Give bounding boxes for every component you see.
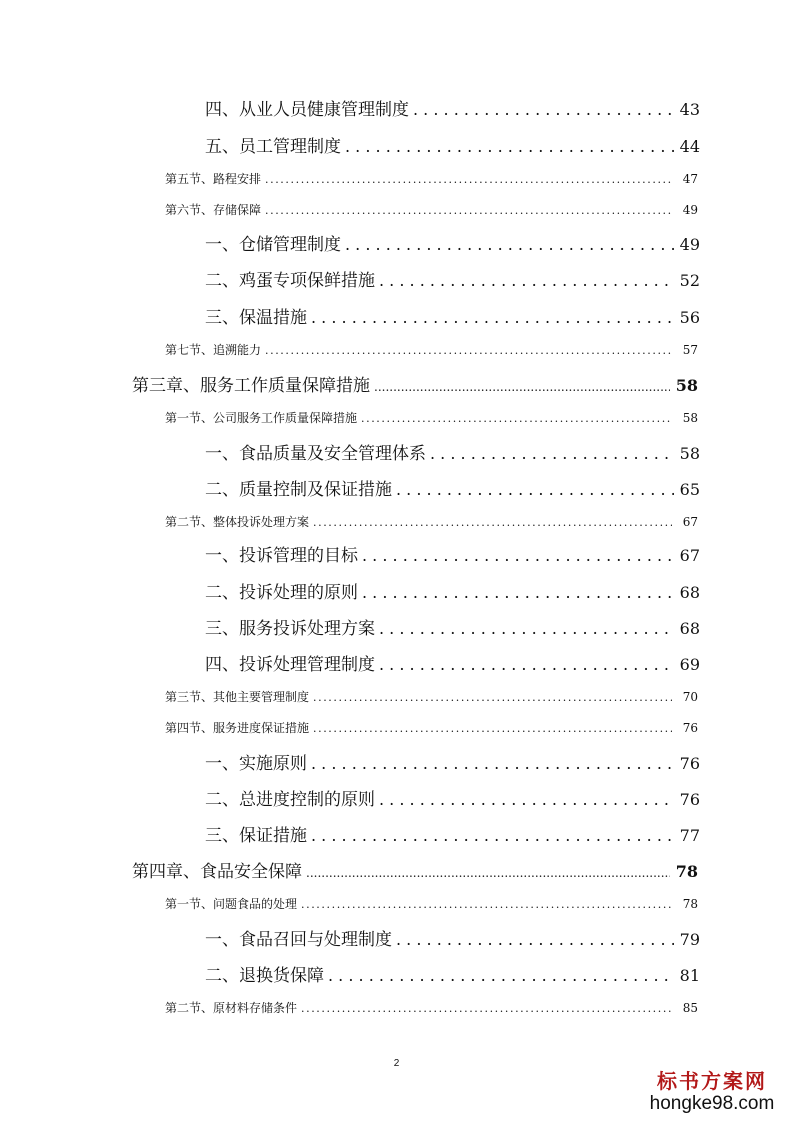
toc-entry-page: 78 — [682, 897, 698, 911]
toc-entry[interactable] — [205, 961, 700, 985]
leader-dots — [379, 271, 674, 290]
toc-entry-title: 三、服务投诉处理方案 — [205, 619, 375, 638]
toc-entry[interactable] — [205, 95, 700, 119]
leader-dots — [265, 204, 672, 217]
toc-entry-title: 一、食品质量及安全管理体系 — [205, 444, 426, 463]
toc-entry[interactable] — [165, 170, 698, 188]
toc-entry-title: 第四章、食品安全保障 — [132, 862, 302, 881]
toc-entry-title: 一、实施原则 — [205, 754, 307, 773]
toc-entry[interactable] — [132, 857, 698, 881]
leader-dots — [313, 516, 672, 529]
toc-entry-title: 第三节、其他主要管理制度 — [165, 690, 310, 704]
toc-entry[interactable] — [165, 895, 698, 913]
toc-entry-page: 58 — [675, 376, 698, 395]
toc-entry[interactable] — [165, 341, 698, 359]
toc-entry[interactable] — [165, 513, 698, 531]
toc-entry-page: 49 — [679, 235, 700, 254]
leader-dots — [313, 691, 672, 704]
toc-entry-page: 78 — [675, 862, 698, 881]
toc-entry-page: 47 — [682, 172, 698, 186]
toc-entry-page: 58 — [679, 444, 700, 463]
toc-entry-title: 四、从业人员健康管理制度 — [205, 100, 409, 119]
toc-entry-title: 第二节、原材料存储条件 — [165, 1001, 298, 1015]
toc-entry-page: 65 — [679, 480, 700, 499]
toc-entry-page: 68 — [679, 619, 700, 638]
toc-entry-title: 二、总进度控制的原则 — [205, 790, 375, 809]
leader-dots — [361, 412, 672, 425]
toc-entry-title: 第三章、服务工作质量保障措施 — [132, 376, 370, 395]
watermark-url: hongke98.com — [649, 1093, 775, 1114]
toc-entry-page: 76 — [682, 721, 698, 735]
toc-entry[interactable] — [205, 132, 700, 156]
toc-entry-title: 五、员工管理制度 — [205, 137, 341, 156]
toc-entry[interactable] — [205, 650, 700, 674]
leader-dots — [396, 930, 674, 949]
toc-entry-page: 76 — [679, 754, 700, 773]
toc-entry[interactable] — [205, 785, 700, 809]
toc-entry-title: 三、保证措施 — [205, 826, 307, 845]
toc-entry-page: 67 — [679, 546, 700, 565]
leader-dots — [379, 655, 674, 674]
leader-dots — [345, 137, 674, 156]
leader-dots — [311, 754, 674, 773]
toc-entry-page: 67 — [682, 515, 698, 529]
toc-entry[interactable] — [205, 266, 700, 290]
toc-entry-title: 二、鸡蛋专项保鲜措施 — [205, 271, 375, 290]
leader-dots — [362, 546, 674, 565]
toc-entry[interactable] — [205, 578, 700, 602]
toc-entry-title: 二、质量控制及保证措施 — [205, 480, 392, 499]
toc-entry-page: 77 — [679, 826, 700, 845]
leader-dots — [265, 344, 672, 357]
toc-entry[interactable] — [205, 230, 700, 254]
toc-entry-title: 第五节、路程安排 — [165, 172, 262, 186]
toc-entry[interactable] — [205, 475, 700, 499]
toc-entry-page: 68 — [679, 583, 700, 602]
toc-entry-page: 56 — [679, 308, 700, 327]
leader-dots — [311, 308, 674, 327]
leader-dots — [379, 790, 674, 809]
toc-entry-page: 70 — [682, 690, 698, 704]
leader-dots — [345, 235, 674, 254]
leader-dots — [313, 722, 672, 735]
toc-entry-page: 52 — [679, 271, 700, 290]
toc-entry-page: 58 — [682, 411, 698, 425]
page-number: 2 — [393, 1058, 400, 1069]
toc-entry[interactable] — [205, 439, 700, 463]
toc-entry-page: 44 — [679, 137, 700, 156]
leader-dots — [413, 100, 674, 119]
toc-entry[interactable] — [205, 614, 700, 638]
toc-entry[interactable] — [205, 925, 700, 949]
leader-dots — [430, 444, 674, 463]
toc-entry-title: 一、投诉管理的目标 — [205, 546, 358, 565]
leader-dots — [362, 583, 674, 602]
toc-entry[interactable] — [132, 371, 698, 395]
toc-entry[interactable] — [205, 749, 700, 773]
toc-entry[interactable] — [205, 821, 700, 845]
leader-dots — [306, 862, 670, 881]
watermark-logo — [647, 1070, 777, 1116]
toc-entry[interactable] — [165, 201, 698, 219]
toc-entry[interactable] — [165, 409, 698, 427]
toc-entry-title: 第六节、存储保障 — [165, 203, 262, 217]
toc-entry[interactable] — [165, 688, 698, 706]
toc-entry-title: 二、投诉处理的原则 — [205, 583, 358, 602]
leader-dots — [301, 1002, 672, 1015]
toc-entry-title: 四、投诉处理管理制度 — [205, 655, 375, 674]
toc-entry-title: 第二节、整体投诉处理方案 — [165, 515, 310, 529]
toc-entry-title: 二、退换货保障 — [205, 966, 324, 985]
leader-dots — [328, 966, 674, 985]
toc-entry-page: 49 — [682, 203, 698, 217]
toc-entry[interactable] — [205, 541, 700, 565]
toc-entry-title: 第四节、服务进度保证措施 — [165, 721, 310, 735]
leader-dots — [379, 619, 674, 638]
toc-entry-title: 一、仓储管理制度 — [205, 235, 341, 254]
toc-entry-title: 第一节、公司服务工作质量保障措施 — [165, 411, 358, 425]
toc-entry-title: 三、保温措施 — [205, 308, 307, 327]
leader-dots — [265, 173, 672, 186]
leader-dots — [396, 480, 674, 499]
toc-entry-page: 81 — [679, 966, 700, 985]
leader-dots — [374, 376, 670, 395]
toc-entry[interactable] — [165, 719, 698, 737]
toc-entry[interactable] — [165, 999, 698, 1017]
toc-entry-title: 第一节、问题食品的处理 — [165, 897, 298, 911]
toc-entry-page: 79 — [679, 930, 700, 949]
toc-entry-title: 第七节、追溯能力 — [165, 343, 262, 357]
leader-dots — [311, 826, 674, 845]
toc-entry-title: 一、食品召回与处理制度 — [205, 930, 392, 949]
toc-entry-page: 69 — [679, 655, 700, 674]
watermark-title: 标书方案网 — [657, 1069, 767, 1093]
toc-entry-page: 85 — [682, 1001, 698, 1015]
toc-entry-page: 57 — [682, 343, 698, 357]
toc-entry-page: 43 — [679, 100, 700, 119]
leader-dots — [301, 898, 672, 911]
toc-entry-page: 76 — [679, 790, 700, 809]
toc-entry[interactable] — [205, 303, 700, 327]
